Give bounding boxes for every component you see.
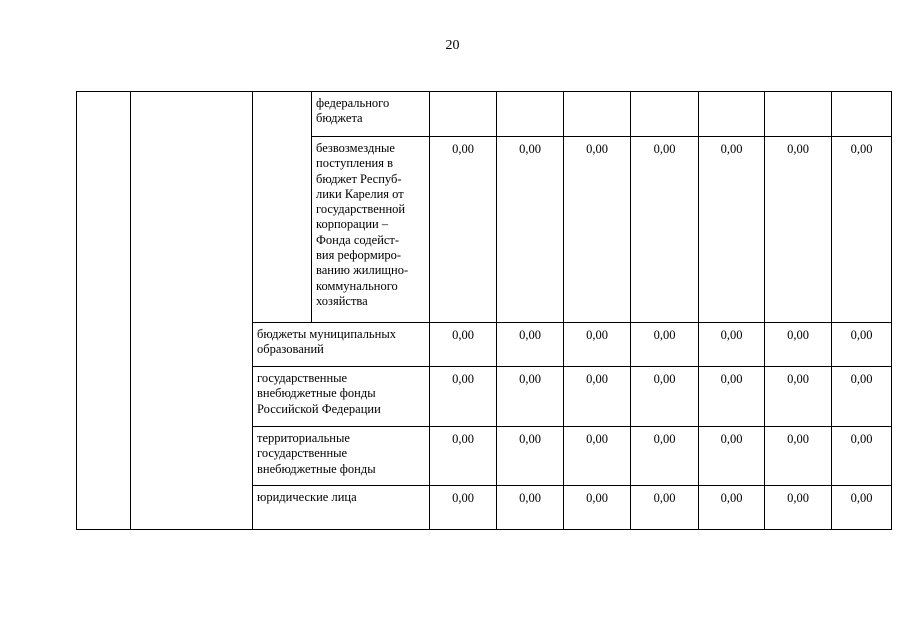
value-cell: 0,00	[497, 427, 564, 486]
value-cell: 0,00	[832, 137, 892, 323]
value-cell: 0,00	[631, 367, 699, 427]
empty-cell-col2	[131, 92, 253, 530]
value-cell: 0,00	[564, 137, 631, 323]
value-cell: 0,00	[497, 486, 564, 530]
value-cell: 0,00	[765, 427, 832, 486]
value-cell: 0,00	[631, 427, 699, 486]
empty-cell-col3	[253, 92, 312, 323]
row-label: государственные внебюджетные фонды Российской Федерации	[253, 367, 430, 427]
value-cell: 0,00	[832, 323, 892, 367]
value-cell: 0,00	[497, 137, 564, 323]
table-row	[77, 92, 892, 137]
value-cell: 0,00	[430, 137, 497, 323]
row-label: юридические лица	[253, 486, 430, 530]
value-cell: 0,00	[699, 486, 765, 530]
empty-cell-col1	[77, 92, 131, 530]
value-cell	[497, 92, 564, 137]
value-cell: 0,00	[497, 367, 564, 427]
value-cell	[699, 92, 765, 137]
value-cell: 0,00	[699, 367, 765, 427]
value-cell: 0,00	[564, 486, 631, 530]
value-cell	[765, 92, 832, 137]
value-cell: 0,00	[631, 137, 699, 323]
page-number: 20	[445, 38, 460, 53]
value-cell: 0,00	[765, 486, 832, 530]
value-cell	[430, 92, 497, 137]
row-label: территориальные государственные внебюджетные фонды	[253, 427, 430, 486]
value-cell: 0,00	[564, 427, 631, 486]
value-cell: 0,00	[430, 427, 497, 486]
value-cell: 0,00	[699, 137, 765, 323]
row-label: безвозмездные поступления в бюджет Респуб- лики Карелия от государственной корпорации – Фонда содейст- вия реформиро- ванию жилищно- коммунального хозяйства	[312, 137, 430, 323]
value-cell: 0,00	[832, 486, 892, 530]
value-cell: 0,00	[765, 323, 832, 367]
value-cell: 0,00	[832, 367, 892, 427]
value-cell	[832, 92, 892, 137]
value-cell: 0,00	[765, 137, 832, 323]
value-cell	[631, 92, 699, 137]
value-cell: 0,00	[497, 323, 564, 367]
value-cell: 0,00	[430, 323, 497, 367]
value-cell: 0,00	[832, 427, 892, 486]
value-cell: 0,00	[564, 367, 631, 427]
value-cell	[564, 92, 631, 137]
value-cell: 0,00	[699, 323, 765, 367]
funding-table	[76, 91, 892, 530]
value-cell: 0,00	[564, 323, 631, 367]
value-cell: 0,00	[631, 323, 699, 367]
value-cell: 0,00	[699, 427, 765, 486]
value-cell: 0,00	[430, 367, 497, 427]
row-label: федерального бюджета	[312, 92, 430, 137]
value-cell: 0,00	[765, 367, 832, 427]
value-cell: 0,00	[430, 486, 497, 530]
value-cell: 0,00	[631, 486, 699, 530]
row-label: бюджеты муниципальных образований	[253, 323, 430, 367]
